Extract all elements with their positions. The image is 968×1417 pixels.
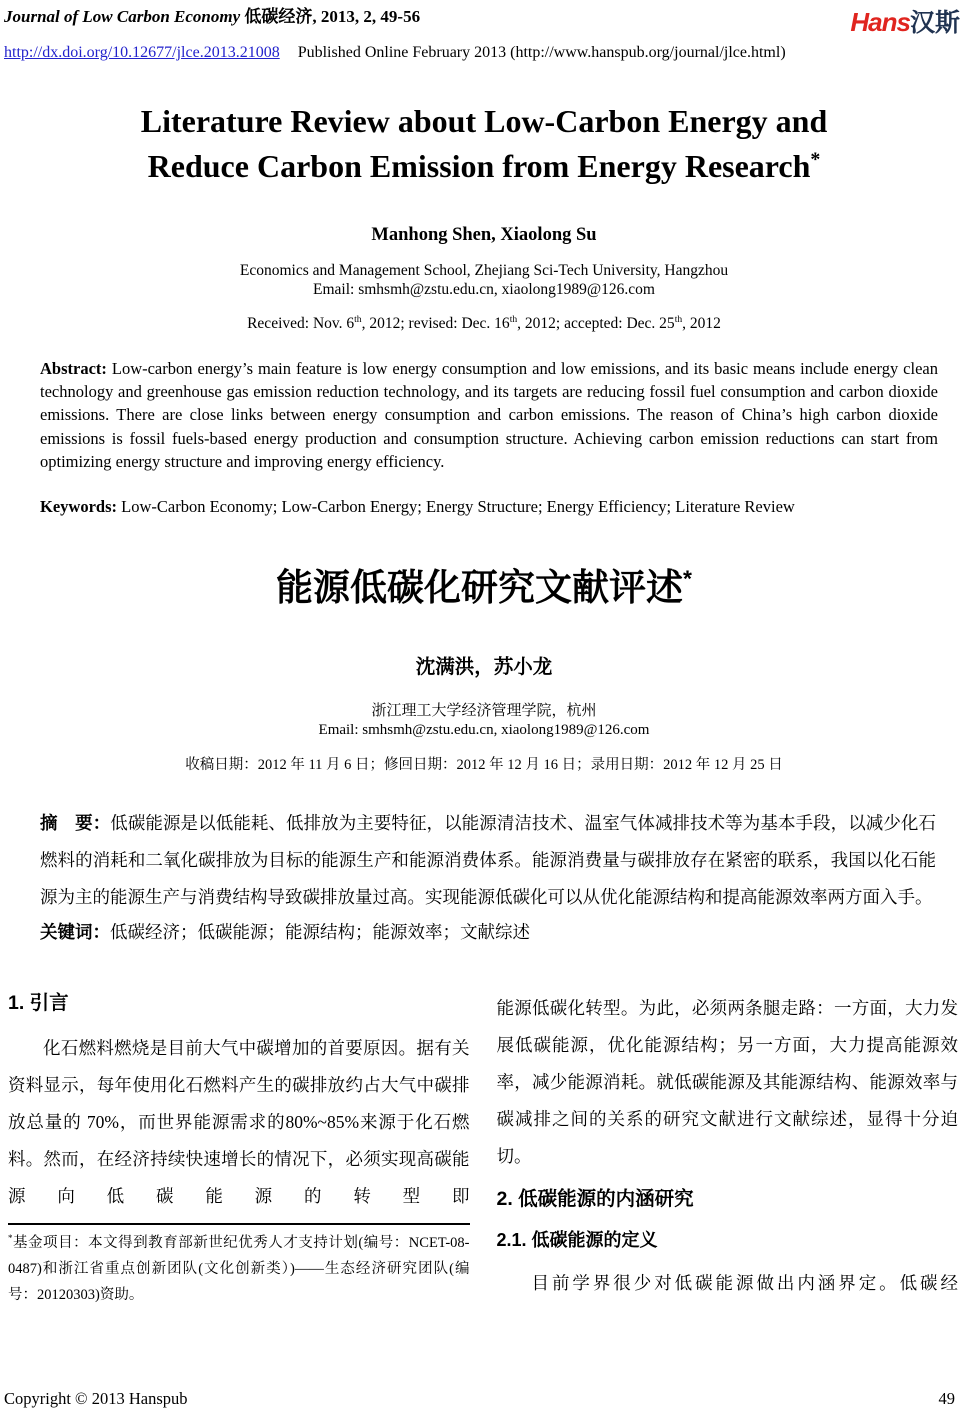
page-header [4, 6, 960, 63]
received-part: Received: Nov. 6 [247, 315, 355, 332]
keywords-english [40, 495, 938, 518]
title-line-1: Literature Review about Low-Carbon Energy and [140, 103, 828, 139]
footer-copyright: Copyright © 2013 Hanspub [4, 1389, 188, 1408]
journal-name: Journal of Low Carbon Economy [4, 7, 241, 26]
affiliation-text: Economics and Management School, Zhejiang Sci-Tech University, Hangzhou [239, 262, 729, 279]
page-footer [4, 1389, 955, 1409]
keywords-chinese-label: 关键词： [40, 922, 110, 943]
affiliation-chinese [0, 702, 968, 740]
article-title-english [20, 99, 948, 189]
ordinal-suffix: th [674, 313, 683, 325]
article-title-chinese [0, 564, 968, 612]
journal-citation [4, 6, 420, 28]
email-line: Email: smhsmh@zstu.edu.cn, xiaolong1989@126.com [318, 722, 650, 739]
title-chinese-text: 能源低碳化研究文献评述 [276, 567, 684, 609]
header-row [4, 6, 960, 39]
section-2-heading: 2. 低碳能源的内涵研究 [496, 1188, 694, 1211]
footnote-text: 基金项目：本文得到教育部新世纪优秀人才支持计划(编号：NCET-08-0487)和浙江省重点创新团队(文化创新类）)——生态经济研究团队(编号：20120303)资助。 [8, 1235, 470, 1304]
abstract-text: Low-carbon energy’s main feature is low energy consumption and low emissions, and its basic means include energy clean technology and greenhouse gas emission reduction technology, and its targets are reducing fossil fuel consumption and carbon dioxide emissions. There are close links between energy consumption and carbon emissions. The reason of China’s high carbon dioxide emissions is fossil fuels-based energy production and consumption structure. Achieving carbon emission reductions can start from optimizing energy structure and improving energy efficiency. [40, 359, 938, 471]
doi-link[interactable]: http://dx.doi.org/10.12677/jlce.2013.21008 [4, 44, 280, 61]
left-column [8, 990, 470, 1308]
right-column [497, 990, 959, 1308]
footer-page-number: 49 [938, 1389, 955, 1408]
funding-footnote [8, 1223, 470, 1308]
email-line: Email: smhsmh@zstu.edu.cn, xiaolong1989@126.com [313, 281, 655, 298]
title-line-2: Reduce Carbon Emission from Energy Research [147, 148, 811, 184]
affiliation-english [0, 261, 968, 299]
received-part: , 2012; accepted: Dec. 25 [517, 315, 675, 332]
journal-issue-info: 低碳经济, 2013, 2, 49-56 [240, 7, 421, 26]
authors-english: Manhong Shen, Xiaolong Su [371, 225, 597, 245]
received-part: , 2012; revised: Dec. 16 [361, 315, 510, 332]
hans-logo-chinese: 汉斯 [909, 9, 960, 37]
hans-logo-latin: Hans [850, 7, 910, 37]
abstract-chinese [40, 805, 936, 916]
section-2-1-heading: 2.1. 低碳能源的定义 [496, 1230, 658, 1251]
published-online-info: Published Online February 2013 (http://www.hanspub.org/journal/jlce.html) [297, 44, 786, 61]
received-dates-chinese: 收稿日期：2012 年 11 月 6 日；修回日期：2012 年 12 月 16 日；录用日期：2012 年 12 月 25 日 [185, 757, 783, 774]
keywords-text: Low-Carbon Economy; Low-Carbon Energy; Energy Structure; Energy Efficiency; Literature Review [117, 497, 795, 517]
continuation-paragraph: 能源低碳化转型。为此，必须两条腿走路：一方面，大力发展低碳能源，优化能源结构；另一方面，大力提高能源效率，减少能源消耗。就低碳能源及其能源结构、能源效率与碳减排之间的关系的研究文献进行文献综述，显得十分迫切。 [496, 998, 958, 1167]
authors-chinese: 沈满洪，苏小龙 [415, 657, 553, 679]
footnote-asterisk: * [683, 565, 692, 592]
keywords-label: Keywords: [40, 497, 117, 517]
doi-line [4, 43, 960, 63]
abstract-label: Abstract: [40, 359, 107, 378]
section-1-heading: 1. 引言 [8, 992, 69, 1015]
keywords-chinese [40, 918, 936, 946]
received-dates-english [0, 314, 968, 333]
ordinal-suffix: th [354, 313, 362, 325]
abstract-english [40, 357, 938, 473]
keywords-chinese-text: 低碳经济；低碳能源；能源结构；能源效率；文献综述 [110, 922, 530, 943]
body-two-columns [8, 990, 958, 1308]
intro-paragraph: 化石燃料燃烧是目前大气中碳增加的首要原因。据有关资料显示，每年使用化石燃料产生的碳排放约占大气中碳排放总量的 70%，而世界能源需求的80%~85%来源于化石燃料。然而，在经济持续快速增长的情况下，必须实现高碳能源向低碳能源的转型即 [8, 1038, 470, 1207]
ordinal-suffix: th [509, 313, 518, 325]
hans-publisher-logo [850, 3, 960, 39]
section-2-1-paragraph: 目前学界很少对低碳能源做出内涵界定。低碳经 [531, 1273, 958, 1294]
abstract-chinese-label: 摘 要： [40, 813, 111, 834]
footnote-asterisk: * [8, 1233, 13, 1244]
footnote-asterisk: * [810, 148, 821, 171]
received-part: , 2012 [682, 315, 721, 332]
abstract-chinese-text: 低碳能源是以低能耗、低排放为主要特征，以能源清洁技术、温室气体减排技术等为基本手段，以减少化石燃料的消耗和二氧化碳排放为目标的能源生产和能源消费体系。能源消费量与碳排放存在紧密的联系，我国以化石能源为主的能源生产与消费结构导致碳排放量过高。实现能源低碳化可以从优化能源结构和提高能源效率两方面入手。 [40, 813, 936, 908]
affiliation-chinese-text: 浙江理工大学经济管理学院，杭州 [371, 703, 597, 720]
